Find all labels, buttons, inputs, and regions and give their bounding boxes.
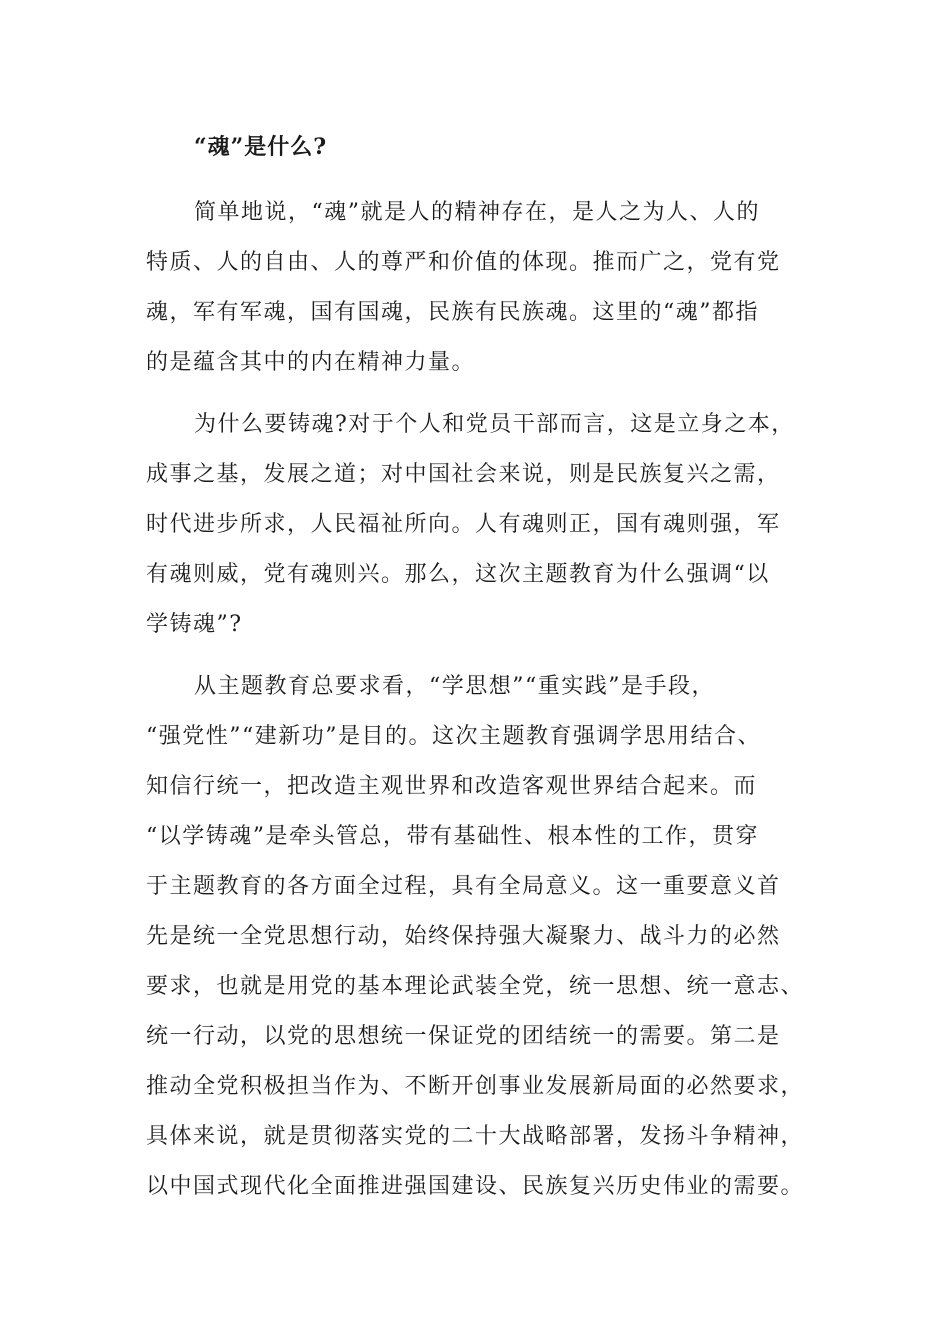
section-heading: “魂”是什么? (194, 134, 328, 160)
paragraph-2-line-4: 有魂则威，党有魂则兴。那么，这次主题教育为什么强调“以 (146, 562, 770, 587)
paragraph-3-line-11: 以中国式现代化全面推进强国建设、民族复兴历史伟业的需要。 (146, 1174, 805, 1199)
paragraph-1-line-1: 简单地说，“魂”就是人的精神存在，是人之为人、人的 (194, 200, 760, 225)
paragraph-3-line-4: “以学铸魂”是牵头管总，带有基础性、根本性的工作，贯穿 (146, 824, 759, 849)
paragraph-3-line-7: 要求，也就是用党的基本理论武装全党，统一思想、统一意志、 (146, 974, 805, 999)
paragraph-3-line-1: 从主题教育总要求看，“学思想”“重实践”是手段， (194, 674, 715, 699)
paragraph-1-line-2: 特质、人的自由、人的尊严和价值的体现。推而广之，党有党 (146, 250, 781, 275)
paragraph-2-line-2: 成事之基，发展之道；对中国社会来说，则是民族复兴之需， (146, 462, 781, 487)
paragraph-2-line-1: 为什么要铸魂?对于个人和党员干部而言，这是立身之本， (194, 412, 795, 437)
paragraph-3-line-5: 于主题教育的各方面全过程，具有全局意义。这一重要意义首 (146, 874, 781, 899)
paragraph-3-line-8: 统一行动，以党的思想统一保证党的团结统一的需要。第二是 (146, 1024, 781, 1049)
paragraph-1-line-3: 魂，军有军魂，国有国魂，民族有民族魂。这里的“魂”都指 (146, 300, 759, 325)
paragraph-3-line-3: 知信行统一，把改造主观世界和改造客观世界结合起来。而 (146, 774, 758, 799)
paragraph-3-line-2: “强党性”“建新功”是目的。这次主题教育强调学思用结合、 (146, 724, 761, 749)
paragraph-3-line-9: 推动全党积极担当作为、不断开创事业发展新局面的必然要求， (146, 1074, 805, 1099)
paragraph-1-line-4: 的是蕴含其中的内在精神力量。 (146, 350, 476, 375)
paragraph-2-line-3: 时代进步所求，人民福祉所向。人有魂则正，国有魂则强，军 (146, 512, 781, 537)
paragraph-2-line-5: 学铸魂”? (146, 612, 243, 637)
paragraph-3-line-6: 先是统一全党思想行动，始终保持强大凝聚力、战斗力的必然 (146, 924, 781, 949)
paragraph-3-line-10: 具体来说，就是贯彻落实党的二十大战略部署，发扬斗争精神， (146, 1124, 805, 1149)
